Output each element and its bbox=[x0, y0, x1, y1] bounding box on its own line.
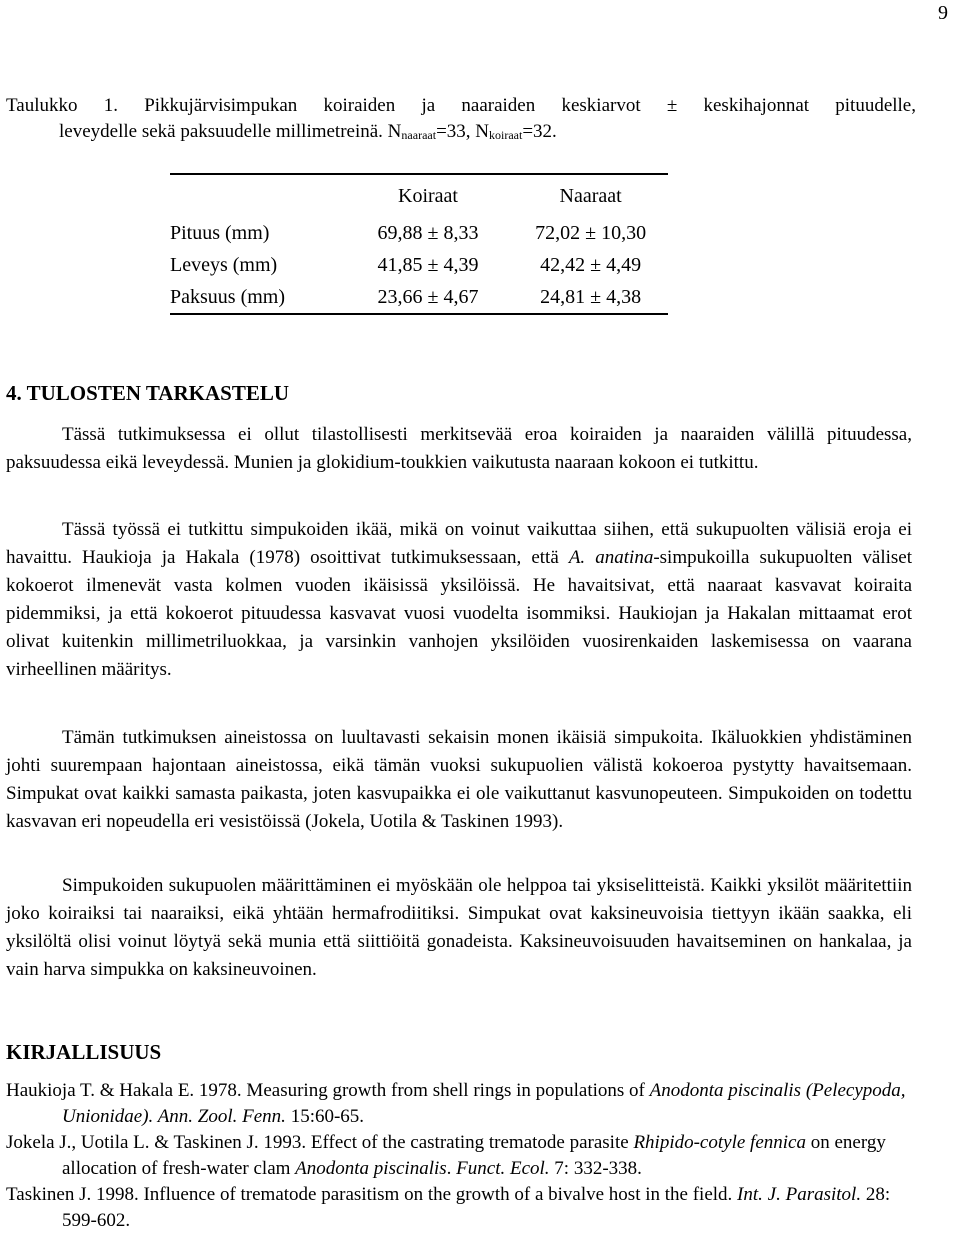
table-row bbox=[170, 281, 668, 314]
reference-text: Taskinen J. 1998. Influence of trematode parasitism on the growth of a bivalve host in the field. bbox=[6, 1184, 738, 1205]
reference-text: 28: 599-602. bbox=[62, 1184, 891, 1231]
references-list bbox=[6, 1078, 916, 1234]
cell-koiraat: 23,66 ± 4,67 bbox=[377, 285, 479, 308]
cell-koiraat: 41,85 ± 4,39 bbox=[377, 253, 479, 276]
row-label: Leveys (mm) bbox=[170, 253, 278, 276]
measurements-table bbox=[170, 173, 668, 315]
section-heading: 4. TULOSTEN TARKASTELU bbox=[6, 381, 290, 405]
paragraph-text: Tässä työssä ei tutkittu simpukoiden ikää, mikä on voinut vaikuttaa siihen, että sukupuolten välisiä eroja ei havaittu. Haukioja ja Hakala (1978) osoittivat tutkimuksessaan, että bbox=[6, 519, 912, 568]
paragraph-2 bbox=[6, 516, 912, 684]
caption-line-1: Taulukko 1. Pikkujärvisimpukan koiraiden ja naaraiden keskiarvot ± keskihajonnat pituudelle, bbox=[6, 95, 916, 116]
reference-text: Jokela J., Uotila L. & Taskinen J. 1993. Effect of the castrating trematode parasite bbox=[6, 1132, 634, 1153]
cell-naaraat: 42,42 ± 4,49 bbox=[540, 253, 642, 276]
caption-subscript-koiraat: koiraat bbox=[489, 128, 523, 142]
reference-item bbox=[6, 1182, 916, 1234]
reference-italic: Anodonta piscinalis (Pelecypoda, Unionidae). Ann. Zool. Fenn. bbox=[62, 1080, 906, 1127]
page-number: 9 bbox=[938, 2, 948, 24]
caption-line-2 bbox=[6, 119, 916, 148]
reference-item bbox=[6, 1130, 916, 1182]
table-header-row bbox=[170, 174, 668, 217]
table-header-koiraat: Koiraat bbox=[398, 184, 458, 207]
reference-italic: Anodonta piscinalis bbox=[295, 1158, 447, 1179]
species-name: A. anatina bbox=[568, 547, 654, 568]
reference-item bbox=[6, 1078, 916, 1130]
paragraph-1: Tässä tutkimuksessa ei ollut tilastollisesti merkitsevää eroa koiraiden ja naaraiden välillä pituudessa, paksuudessa eikä leveydessä. Munien ja glokidium-toukkien vaikutusta naaraan kokoon ei tutkittu. bbox=[6, 424, 912, 473]
paragraph-4: Simpukoiden sukupuolen määrittäminen ei myöskään ole helppoa tai yksiselitteistä. Kaikki yksilöt määritettiin joko koiraiksi tai naaraiksi, eikä yhtään hermafrodiitiksi. Simpukat ovat kaksineuvoisia tiettyyn ikään saakka, eli yksilöltä olisi voinut löytyä sekä munia että siittiöitä gonadeista. Kaksineuvoisuuden havaitseminen on hankalaa, ja vain harva simpukka on kaksineuvoinen. bbox=[6, 875, 912, 980]
caption-subscript-naaraat: naaraat bbox=[401, 128, 437, 142]
table-row bbox=[170, 249, 668, 281]
paragraph-text: -simpukoilla sukupuolten väliset kokoerot ilmenevät vasta kolmen vuoden ikäisissä yksilöissä. He havaitsivat, että naaraat kasvavat koiraita pidemmiksi, ja että kokoerot pituudessa kasvavat vuosi vuodelta isommiksi. Haukiojan ja Hakalan mittaamat erot olivat kuitenkin millimetriluokkaa, ja varsinkin vanhojen yksilöiden vuosirenkaiden laskemisessa on vaarana virheellinen määritys. bbox=[6, 547, 913, 680]
cell-naaraat: 24,81 ± 4,38 bbox=[540, 285, 642, 308]
row-label: Pituus (mm) bbox=[170, 221, 270, 244]
table-header-naaraat: Naaraat bbox=[559, 184, 622, 207]
table-caption bbox=[6, 93, 916, 148]
reference-text: . bbox=[446, 1158, 457, 1179]
caption-text: leveydelle sekä paksuudelle millimetreinä. N bbox=[59, 121, 402, 142]
reference-italic: Funct. Ecol. bbox=[456, 1158, 550, 1179]
reference-text: 7: 332-338. bbox=[549, 1158, 642, 1179]
cell-koiraat: 69,88 ± 8,33 bbox=[377, 221, 479, 244]
reference-italic: Rhipido-cotyle fennica bbox=[633, 1132, 806, 1153]
caption-text: =32. bbox=[522, 121, 557, 142]
reference-text: on energy allocation of fresh-water clam bbox=[62, 1132, 886, 1179]
reference-text: 15:60-65. bbox=[285, 1106, 365, 1127]
row-label: Paksuus (mm) bbox=[170, 285, 285, 308]
references-heading: KIRJALLISUUS bbox=[6, 1040, 162, 1064]
reference-italic: Int. J. Parasitol. bbox=[737, 1184, 862, 1205]
paragraph-3: Tämän tutkimuksen aineistossa on luultavasti sekaisin monen ikäisiä simpukoita. Ikäluokkien yhdistäminen johti suurempaan hajontaan aineistossa, eikä tämän vuoksi sukupuolien välistä kokoeroa pystytty havaitsemaan. Simpukat ovat kaikki samasta paikasta, joten kasvupaikka ei ole vaikuttanut kasvunopeuteen. Simpukoiden on todettu kasvavan eri nopeudella eri vesistöissä (Jokela, Uotila & Taskinen 1993). bbox=[6, 727, 912, 832]
cell-naaraat: 72,02 ± 10,30 bbox=[535, 221, 647, 244]
reference-text: Haukioja T. & Hakala E. 1978. Measuring growth from shell rings in populations of bbox=[6, 1080, 650, 1101]
table-header-blank bbox=[170, 174, 355, 217]
caption-text: =33, N bbox=[436, 121, 489, 142]
table-row bbox=[170, 217, 668, 249]
